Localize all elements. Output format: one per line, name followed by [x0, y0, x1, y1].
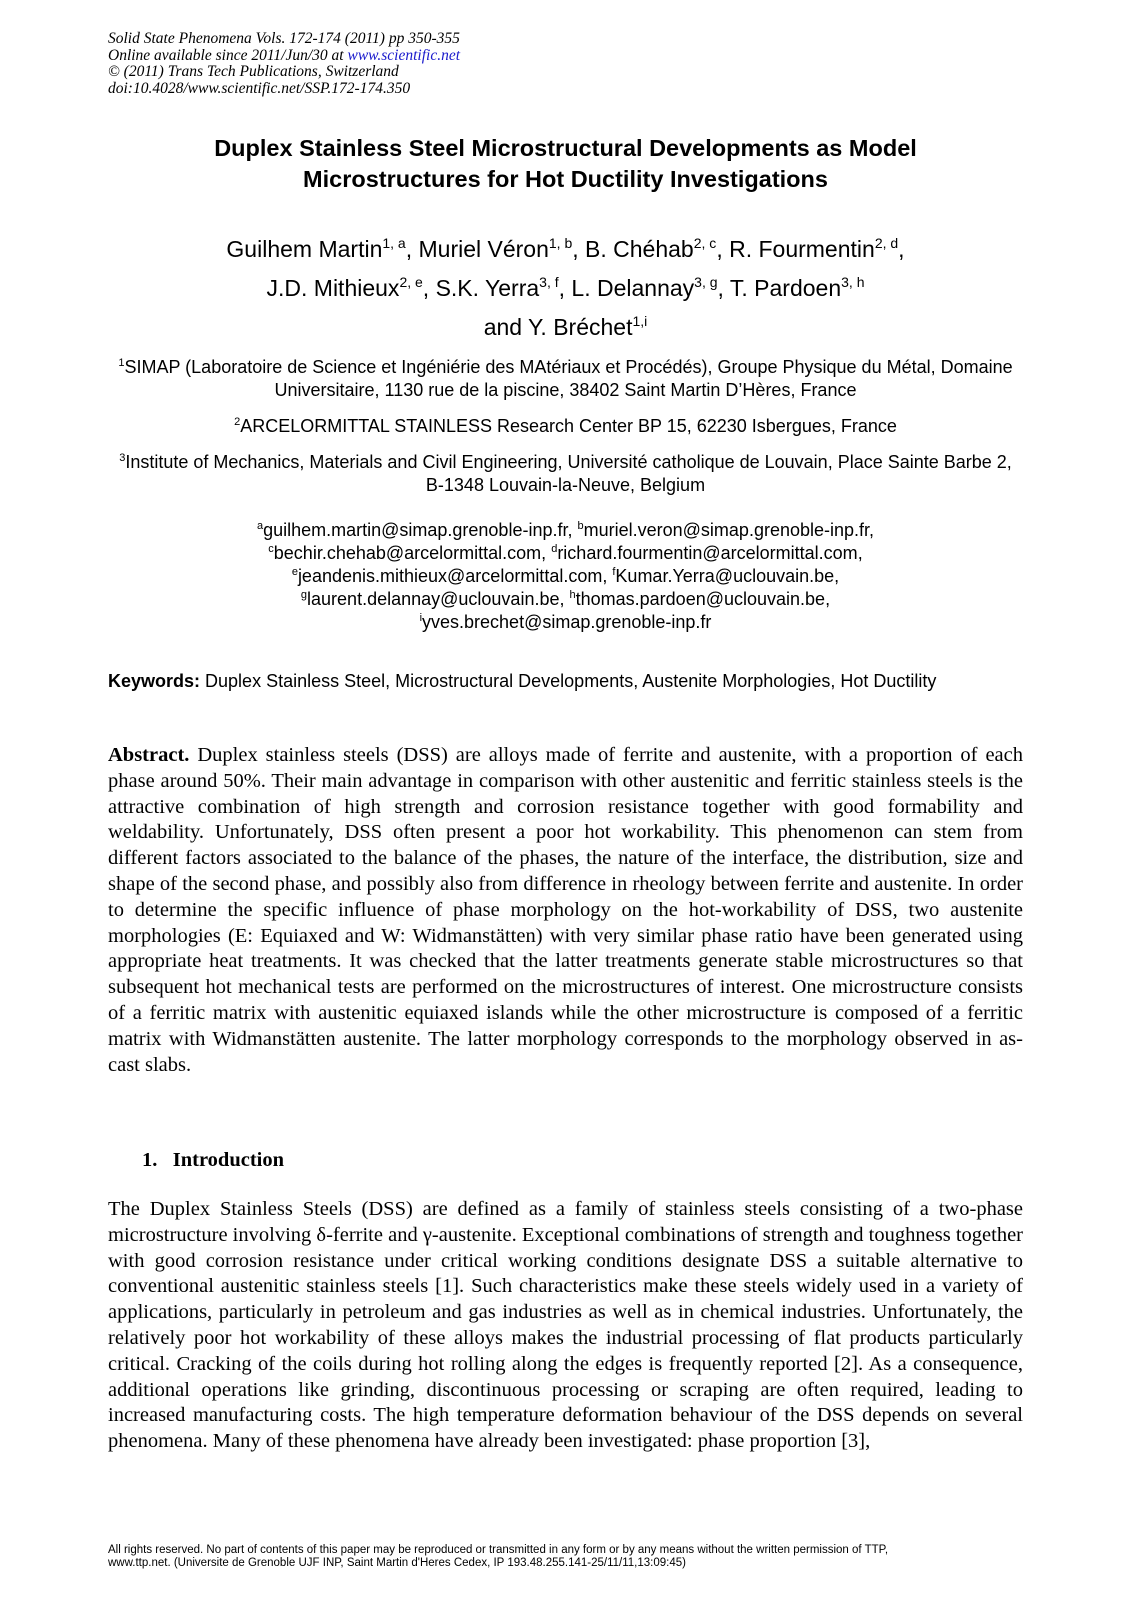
keywords-text: Duplex Stainless Steel, Microstructural Developments, Austenite Morphologies, Hot Ductility — [200, 671, 937, 691]
copyright-line: © (2011) Trans Tech Publications, Switzerland — [108, 63, 399, 80]
email-line: $^i$yves.brechet@simap.grenoble-inp.fr — [419, 612, 712, 632]
author-name: S.K. Yerra — [435, 275, 540, 301]
affiliation-mark: 1 — [118, 357, 125, 369]
introduction-text: The Duplex Stainless Steels (DSS) are defined as a family of stainless steels consisting of a two-phase microstructure involving δ-ferrite and γ-austenite. Exceptional combinations of strength and toughness together with good corrosion resistance under critical working conditions designate DSS a suitable alternative to conventional austenitic stainless steels [1]. Such characteristics make these steels widely used in a variety of applications, particularly in petroleum and gas industries as well as in chemical industries. Unfortunately, the relatively poor hot workability of these alloys makes the industrial processing of flat products particularly critical. Cracking of the coils during hot rolling along the edges is frequently reported [2]. As a consequence, additional operations like grinding, discontinuous processing or scraping are often required, leading to increased manufacturing costs. The high temperature deformation behaviour of the DSS depends on several phenomena. Many of these phenomena have already been investigated: phase proportion [3], — [108, 1198, 1023, 1453]
author-affil-mark: 3, f — [539, 274, 559, 290]
author-list — [100, 230, 1031, 347]
email-address[interactable]: jeandenis.mithieux@arcelormittal.com — [297, 566, 603, 586]
affiliation-text: Institute of Mechanics, Materials and Civil Engineering, Université catholique de Louvain, Place Sainte Barbe 2, B-1348 Louvain-la-Neuve, Belgium — [125, 452, 1012, 495]
email-line: $^c$bechir.chehab@arcelormittal.com, $^d$richard.fourmentin@arcelormittal.com, — [268, 543, 863, 563]
author-affil-mark: 3, g — [694, 274, 718, 290]
email-line: $^a$guilhem.martin@simap.grenoble-inp.fr, $^b$muriel.veron@simap.grenoble-inp.fr, — [256, 520, 875, 540]
author-name: Muriel Véron — [418, 236, 549, 262]
rights-footer — [108, 1544, 1023, 1570]
author-name: B. Chéhab — [585, 236, 694, 262]
affiliation-text: ARCELORMITTAL STAINLESS Research Center BP 15, 62230 Isbergues, France — [240, 416, 897, 436]
email-address[interactable]: richard.fourmentin@arcelormittal.com — [557, 543, 858, 563]
author-name: T. Pardoen — [729, 275, 842, 301]
author-name: R. Fourmentin — [729, 236, 875, 262]
affiliation-3 — [108, 451, 1023, 497]
abstract-section — [108, 743, 1023, 1078]
affiliation-1 — [108, 356, 1023, 402]
author-line-3 — [100, 308, 1031, 347]
author-affil-mark: 1, a — [382, 235, 406, 251]
author-name: and Y. Bréchet — [483, 314, 633, 340]
footer-line-2: www.ttp.net. (Universite de Grenoble UJF INP, Saint Martin d'Heres Cedex, IP 193.48.255.141-25/11/11,13:09:45) — [108, 1557, 686, 1569]
author-line-2: J.D. Mithieux$^{2, e}$, S.K. Yerra$^{3, f}$, L. Delannay$^{3, g}$, T. Pardoen$^{3, h}$ — [266, 274, 865, 301]
affiliation-mark: 3 — [119, 452, 126, 464]
author-affil-mark: 1, b — [548, 235, 573, 251]
affiliation-text: SIMAP (Laboratoire de Science et Ingéniérie des MAtériaux et Procédés), Groupe Physique du Métal, Domaine Universitaire, 1130 rue de la piscine, 38402 Saint Martin D’Hères, France — [124, 357, 1013, 400]
footer-line-1: All rights reserved. No part of contents of this paper may be reproduced or transmitted in any form or by any means without the written permission of TTP, — [108, 1544, 889, 1556]
title-line-1: Duplex Stainless Steel Microstructural Developments as Model — [214, 135, 917, 161]
doi-line: doi:10.4028/www.scientific.net/SSP.172-174.350 — [108, 79, 411, 97]
email-address[interactable]: Kumar.Yerra@uclouvain.be — [615, 566, 835, 586]
affiliation-2 — [108, 415, 1023, 438]
email-line: $^g$laurent.delannay@uclouvain.be, $^h$thomas.pardoen@uclouvain.be, — [300, 589, 831, 609]
email-address[interactable]: laurent.delannay@uclouvain.be — [307, 589, 560, 609]
author-affil-mark: 1,i — [632, 313, 648, 329]
publisher-link[interactable]: www.scientific.net — [347, 46, 461, 64]
keywords-section — [108, 668, 1023, 694]
affiliation-mark: 2 — [234, 416, 241, 428]
email-list — [100, 519, 1031, 634]
email-address[interactable]: yves.brechet@simap.grenoble-inp.fr — [422, 612, 712, 632]
email-line: $^e$jeandenis.mithieux@arcelormittal.com, $^f$Kumar.Yerra@uclouvain.be, — [291, 566, 840, 586]
author-line-1: Guilhem Martin$^{1, a}$, Muriel Véron$^{1, b}$, B. Chéhab$^{2, c}$, R. Fourmentin$^{2, d}$, — [226, 235, 905, 262]
abstract-label: Abstract. — [108, 744, 190, 766]
paper-title — [100, 133, 1031, 195]
author-name: J.D. Mithieux — [266, 275, 400, 301]
keywords-label: Keywords: — [108, 671, 201, 691]
author-affil-mark: 2, c — [693, 235, 717, 251]
email-address[interactable]: guilhem.martin@simap.grenoble-inp.fr — [263, 520, 568, 540]
author-affil-mark: 3, h — [841, 274, 865, 290]
abstract-text: Duplex stainless steels (DSS) are alloys made of ferrite and austenite, with a proportion of each phase around 50%. Their main advantage in comparison with other austenitic and ferritic stainless steels is the attractive combination of high strength and corrosion resistance together with good formability and weldability. Unfortunately, DSS often present a poor hot workability. This phenomenon can stem from different factors associated to the balance of the phases, the nature of the interface, the distribution, size and shape of the second phase, and possibly also from difference in rheology between ferrite and austenite. In order to determine the specific influence of phase morphology on the hot-workability of DSS, two austenite morphologies (E: Equiaxed and W: Widmanstätten) with very similar phase ratio have been generated using appropriate heat treatments. It was checked that the latter treatments generate stable microstructures so that subsequent hot mechanical tests are performed on the microstructures of interest. One microstructure consists of a ferritic matrix with austenitic equiaxed islands while the other microstructure is composed of a ferritic matrix with Widmanstätten austenite. The latter morphology corresponds to the morphology observed in as-cast slabs. — [108, 744, 1023, 1076]
online-availability: Online available since 2011/Jun/30 at www.scientific.net — [108, 46, 461, 64]
email-address[interactable]: muriel.veron@simap.grenoble-inp.fr — [583, 520, 870, 540]
author-name: L. Delannay — [571, 275, 695, 301]
title-line-2: Microstructures for Hot Ductility Investigations — [303, 166, 828, 192]
email-address[interactable]: bechir.chehab@arcelormittal.com — [273, 543, 542, 563]
author-affil-mark: 2, d — [874, 235, 899, 251]
journal-header — [108, 31, 460, 97]
email-address[interactable]: thomas.pardoen@uclouvain.be — [575, 589, 826, 609]
author-affil-mark: 2, e — [399, 274, 423, 290]
author-name: Guilhem Martin — [226, 236, 383, 262]
section-heading-introduction: 1. Introduction — [142, 1149, 285, 1171]
journal-citation: Solid State Phenomena Vols. 172-174 (2011) pp 350-355 — [108, 30, 460, 47]
